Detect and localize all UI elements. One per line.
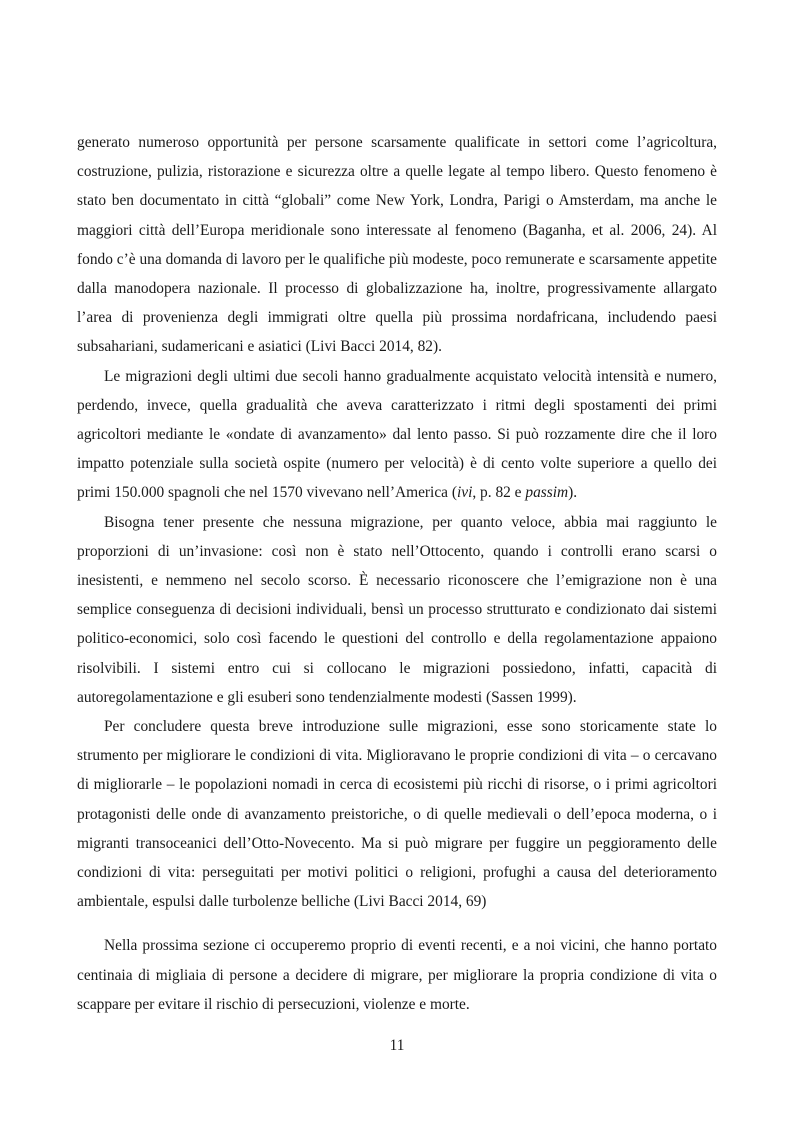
paragraph-2-citation: , p. 82 e xyxy=(472,484,526,502)
paragraph-5-text: Nella prossima sezione ci occuperemo proprio di eventi recenti, e a noi vicini, che hanno portato centinaia di migliaia di persone a decidere di migrare, per migliorare la propria condizione di vita o scappare per evitare il rischio di persecuzioni, violenze e morte. xyxy=(77,937,717,1013)
body-text xyxy=(77,128,717,1019)
page-number: 11 xyxy=(389,1037,405,1054)
paragraph-1-text: generato numeroso opportunità per persone scarsamente qualificate in settori come l’agricoltura, costruzione, pulizia, ristorazione e sicurezza oltre a quelle legate al tempo libero. Questo fenomeno è stato ben documentato in città “globali” come New York, Londra, Parigi o Amsterdam, ma anche le maggiori città dell’Europa meridionale sono interessate al fenomeno (Baganha, et al. 2006, 24). Al fondo c’è una domanda di lavoro per le qualifiche più modeste, poco remunerate e scarsamente appetite dalla manodopera nazionale. Il processo di globalizzazione ha, inoltre, progressivamente allargato l’area di provenienza degli immigrati oltre quella più prossima nordafricana, includendo paesi subsahariani, sudamericani e asiatici (Livi Bacci 2014, 82). xyxy=(77,134,717,356)
paragraph-2-text: Le migrazioni degli ultimi due secoli hanno gradualmente acquistato velocità intensità e numero, perdendo, invece, quella gradualità che aveva caratterizzato i ritmi degli spostamenti dei primi agricoltori mediante le «ondate di avanzamento» dal lento passo. Si può rozzamente dire che il loro impatto potenziale sulla società ospite (numero per velocità) è di cento volte superiore a quello dei primi 150.000 spagnoli che nel 1570 vivevano nell’America ( xyxy=(77,367,717,502)
paragraph-2 xyxy=(77,362,717,508)
paragraph-4-text: Per concludere questa breve introduzione sulle migrazioni, esse sono storicamente state lo strumento per migliorare le condizioni di vita. Miglioravano le proprie condizioni di vita – o cercavano di migliorarle – le popolazioni nomadi in cerca di ecosistemi più ricchi di risorse, o i primi agricoltori protagonisti delle onde di avanzamento preistoriche, o di quelle medievali o dell’epoca moderna, o i migranti transoceanici dell’Otto-Novecento. Ma si può migrare per fuggire un peggioramento delle condizioni di vita: perseguitati per motivi politici o religioni, profughi a causa del deterioramento ambientale, espulsi dalle turbolenze belliche (Livi Bacci 2014, 69) xyxy=(77,718,717,911)
paragraph-2-end: ). xyxy=(568,484,578,502)
paragraph-4 xyxy=(77,712,717,916)
paragraph-1 xyxy=(77,128,717,362)
italic-term-ivi: ivi xyxy=(456,484,473,502)
paragraph-3-text: Bisogna tener presente che nessuna migrazione, per quanto veloce, abbia mai raggiunto le proporzioni di un’invasione: così non è stato nell’Ottocento, quando i controlli erano scarsi o inesistenti, e nemmeno nel secolo scorso. È necessario riconoscere che l’emigrazione non è una semplice conseguenza di decisioni individuali, bensì un processo strutturato e condizionato dai sistemi politico-economici, solo così facendo le questioni del controllo e della regolamentazione appaiono risolvibili. I sistemi entro cui si collocano le migrazioni possiedono, infatti, capacità di autoregolamentazione e gli esuberi sono tendenzialmente modesti (Sassen 1999). xyxy=(77,513,717,706)
paragraph-5 xyxy=(77,931,717,1019)
italic-term-passim: passim xyxy=(525,484,569,502)
paragraph-3 xyxy=(77,508,717,712)
